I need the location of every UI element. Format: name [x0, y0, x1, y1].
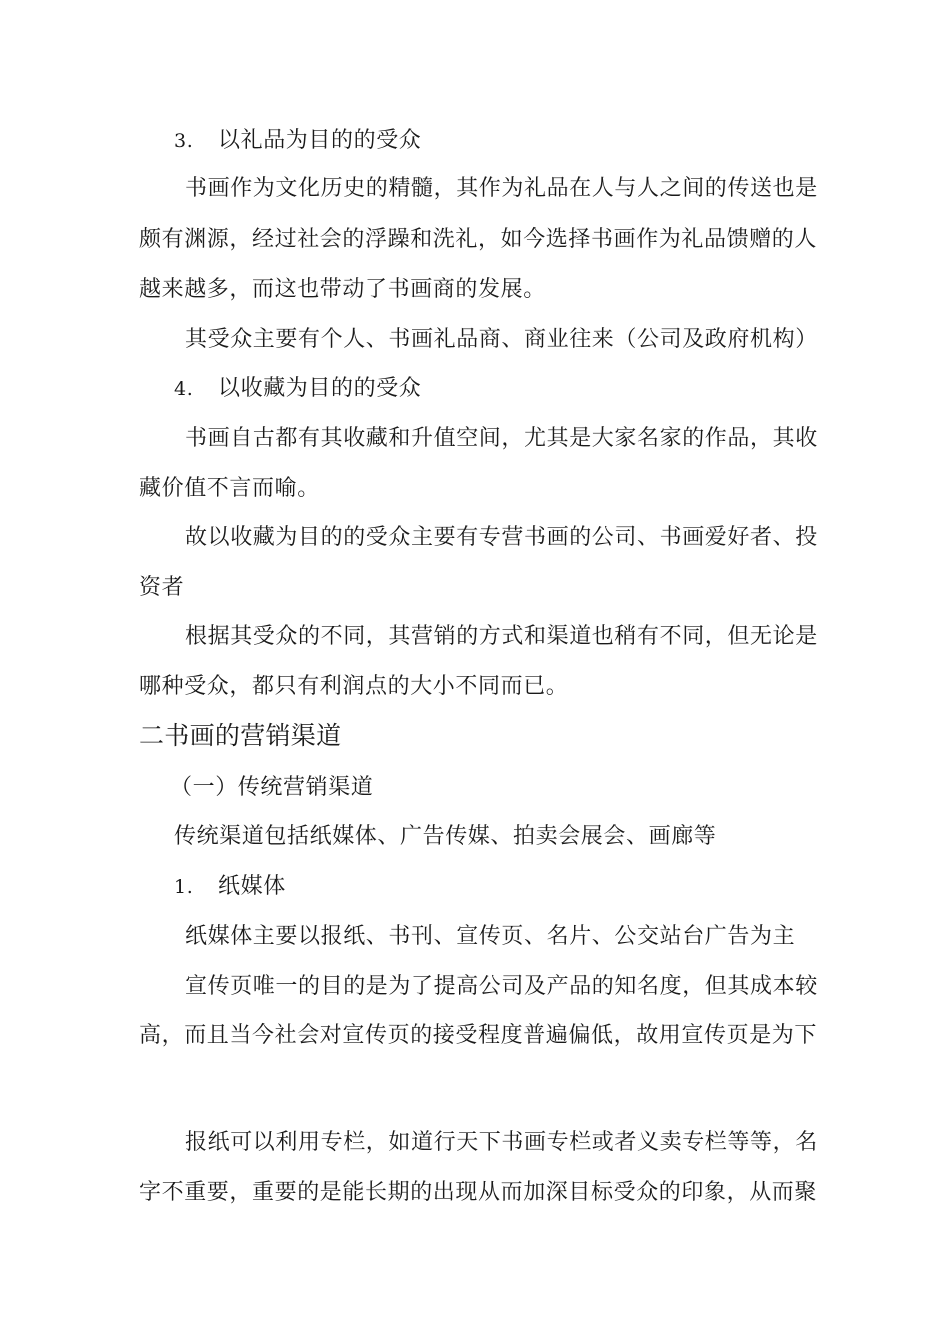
paragraph-line: 纸媒体主要以报纸、书刊、宣传页、名片、公交站台广告为主	[185, 924, 796, 949]
list-item-heading	[174, 872, 286, 902]
paragraph-line: 根据其受众的不同，其营销的方式和渠道也稍有不同，但无论是	[185, 624, 818, 649]
paragraph-line: 报纸可以利用专栏，如道行天下书画专栏或者义卖专栏等等，名	[185, 1130, 818, 1155]
paragraph-line: 字不重要，重要的是能长期的出现从而加深目标受众的印象，从而聚	[139, 1180, 818, 1205]
list-item-title: 纸媒体	[218, 874, 286, 899]
paragraph-line: 高，而且当今社会对宣传页的接受程度普遍偏低，故用宣传页是为下	[139, 1023, 818, 1048]
section-heading: 二书画的营销渠道	[139, 721, 342, 750]
paragraph-line: 故以收藏为目的的受众主要有专营书画的公司、书画爱好者、投	[185, 525, 818, 550]
paragraph-line: 越来越多，而这也带动了书画商的发展。	[139, 277, 546, 302]
list-item-title: 以礼品为目的的受众	[218, 128, 422, 153]
list-item-number: 4.	[174, 378, 194, 400]
paragraph-line: 藏价值不言而喻。	[139, 476, 320, 501]
paragraph-line: 颇有渊源，经过社会的浮躁和洗礼，如今选择书画作为礼品馈赠的人	[139, 227, 818, 252]
paragraph-line: 书画作为文化历史的精髓，其作为礼品在人与人之间的传送也是	[185, 176, 818, 201]
list-item-heading	[174, 126, 421, 156]
subsection-heading: （一）传统营销渠道	[170, 775, 374, 800]
paragraph-line: 传统渠道包括纸媒体、广告传媒、拍卖会展会、画廊等	[174, 824, 717, 849]
paragraph-line: 哪种受众，都只有利润点的大小不同而已。	[139, 674, 569, 699]
list-item-title: 以收藏为目的的受众	[218, 376, 422, 401]
paragraph-line: 其受众主要有个人、书画礼品商、商业往来（公司及政府机构）	[185, 327, 818, 352]
list-item-number: 1.	[174, 876, 194, 898]
paragraph-line: 书画自古都有其收藏和升值空间，尤其是大家名家的作品，其收	[185, 426, 818, 451]
paragraph-line: 资者	[139, 575, 185, 600]
paragraph-line: 宣传页唯一的目的是为了提高公司及产品的知名度，但其成本较	[185, 974, 818, 999]
list-item-number: 3.	[174, 130, 194, 152]
list-item-heading	[174, 374, 421, 404]
